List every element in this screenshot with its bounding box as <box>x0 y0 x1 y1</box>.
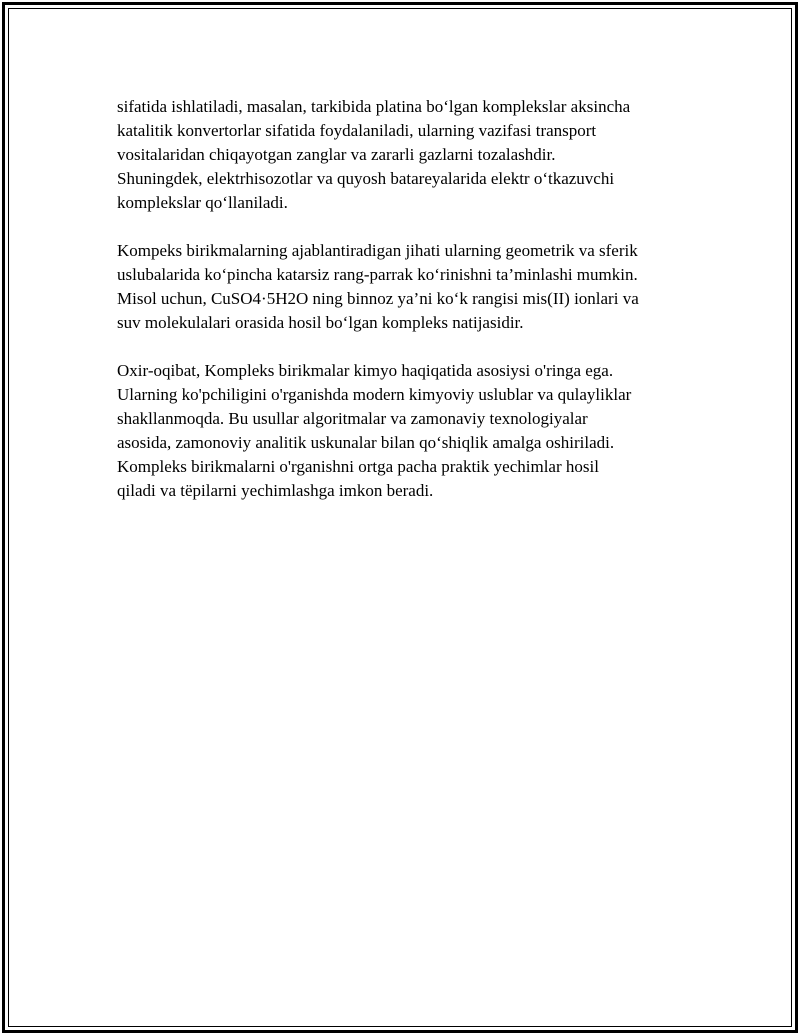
paragraph-2 <box>117 239 702 335</box>
document-body <box>117 95 702 527</box>
paragraph-line: Misol uchun, CuSO4·5H2O ning binnoz ya’ni ko‘k rangisi mis(II) ionlari va <box>117 289 639 308</box>
paragraph-line: Kompeks birikmalarning ajablantiradigan jihati ularning geometrik va sferik <box>117 241 638 260</box>
paragraph-line: Kompleks birikmalarni o'rganishni ortga pacha praktik yechimlar hosil <box>117 457 599 476</box>
paragraph-1 <box>117 95 702 215</box>
paragraph-line: Shuningdek, elektrhisozotlar va quyosh batareyalarida elektr o‘tkazuvchi <box>117 169 615 188</box>
paragraph-3 <box>117 359 702 503</box>
document-page <box>2 2 798 1033</box>
paragraph-line: komplekslar qo‘llaniladi. <box>117 193 288 212</box>
paragraph-line: uslubalarida ko‘pincha katarsiz rang-parrak ko‘rinishni ta’minlashi mumkin. <box>117 265 638 284</box>
paragraph-line: qiladi va tëpilarni yechimlashga imkon beradi. <box>117 481 434 500</box>
paragraph-line: suv molekulalari orasida hosil bo‘lgan kompleks natijasidir. <box>117 313 524 332</box>
paragraph-line: vositalaridan chiqayotgan zanglar va zararli gazlarni tozalashdir. <box>117 145 556 164</box>
paragraph-line: asosida, zamonoviy analitik uskunalar bilan qo‘shiqlik amalga oshiriladi. <box>117 433 615 452</box>
paragraph-line: sifatida ishlatiladi, masalan, tarkibida platina bo‘lgan komplekslar aksincha <box>117 97 631 116</box>
paragraph-line: Oxir-oqibat, Kompleks birikmalar kimyo haqiqatida asosiysi o'ringa ega. <box>117 361 614 380</box>
paragraph-line: katalitik konvertorlar sifatida foydalaniladi, ularning vazifasi transport <box>117 121 597 140</box>
paragraph-line: shakllanmoqda. Bu usullar algoritmalar va zamonaviy texnologiyalar <box>117 409 588 428</box>
paragraph-line: Ularning ko'pchiligini o'rganishda modern kimyoviy uslublar va qulayliklar <box>117 385 632 404</box>
